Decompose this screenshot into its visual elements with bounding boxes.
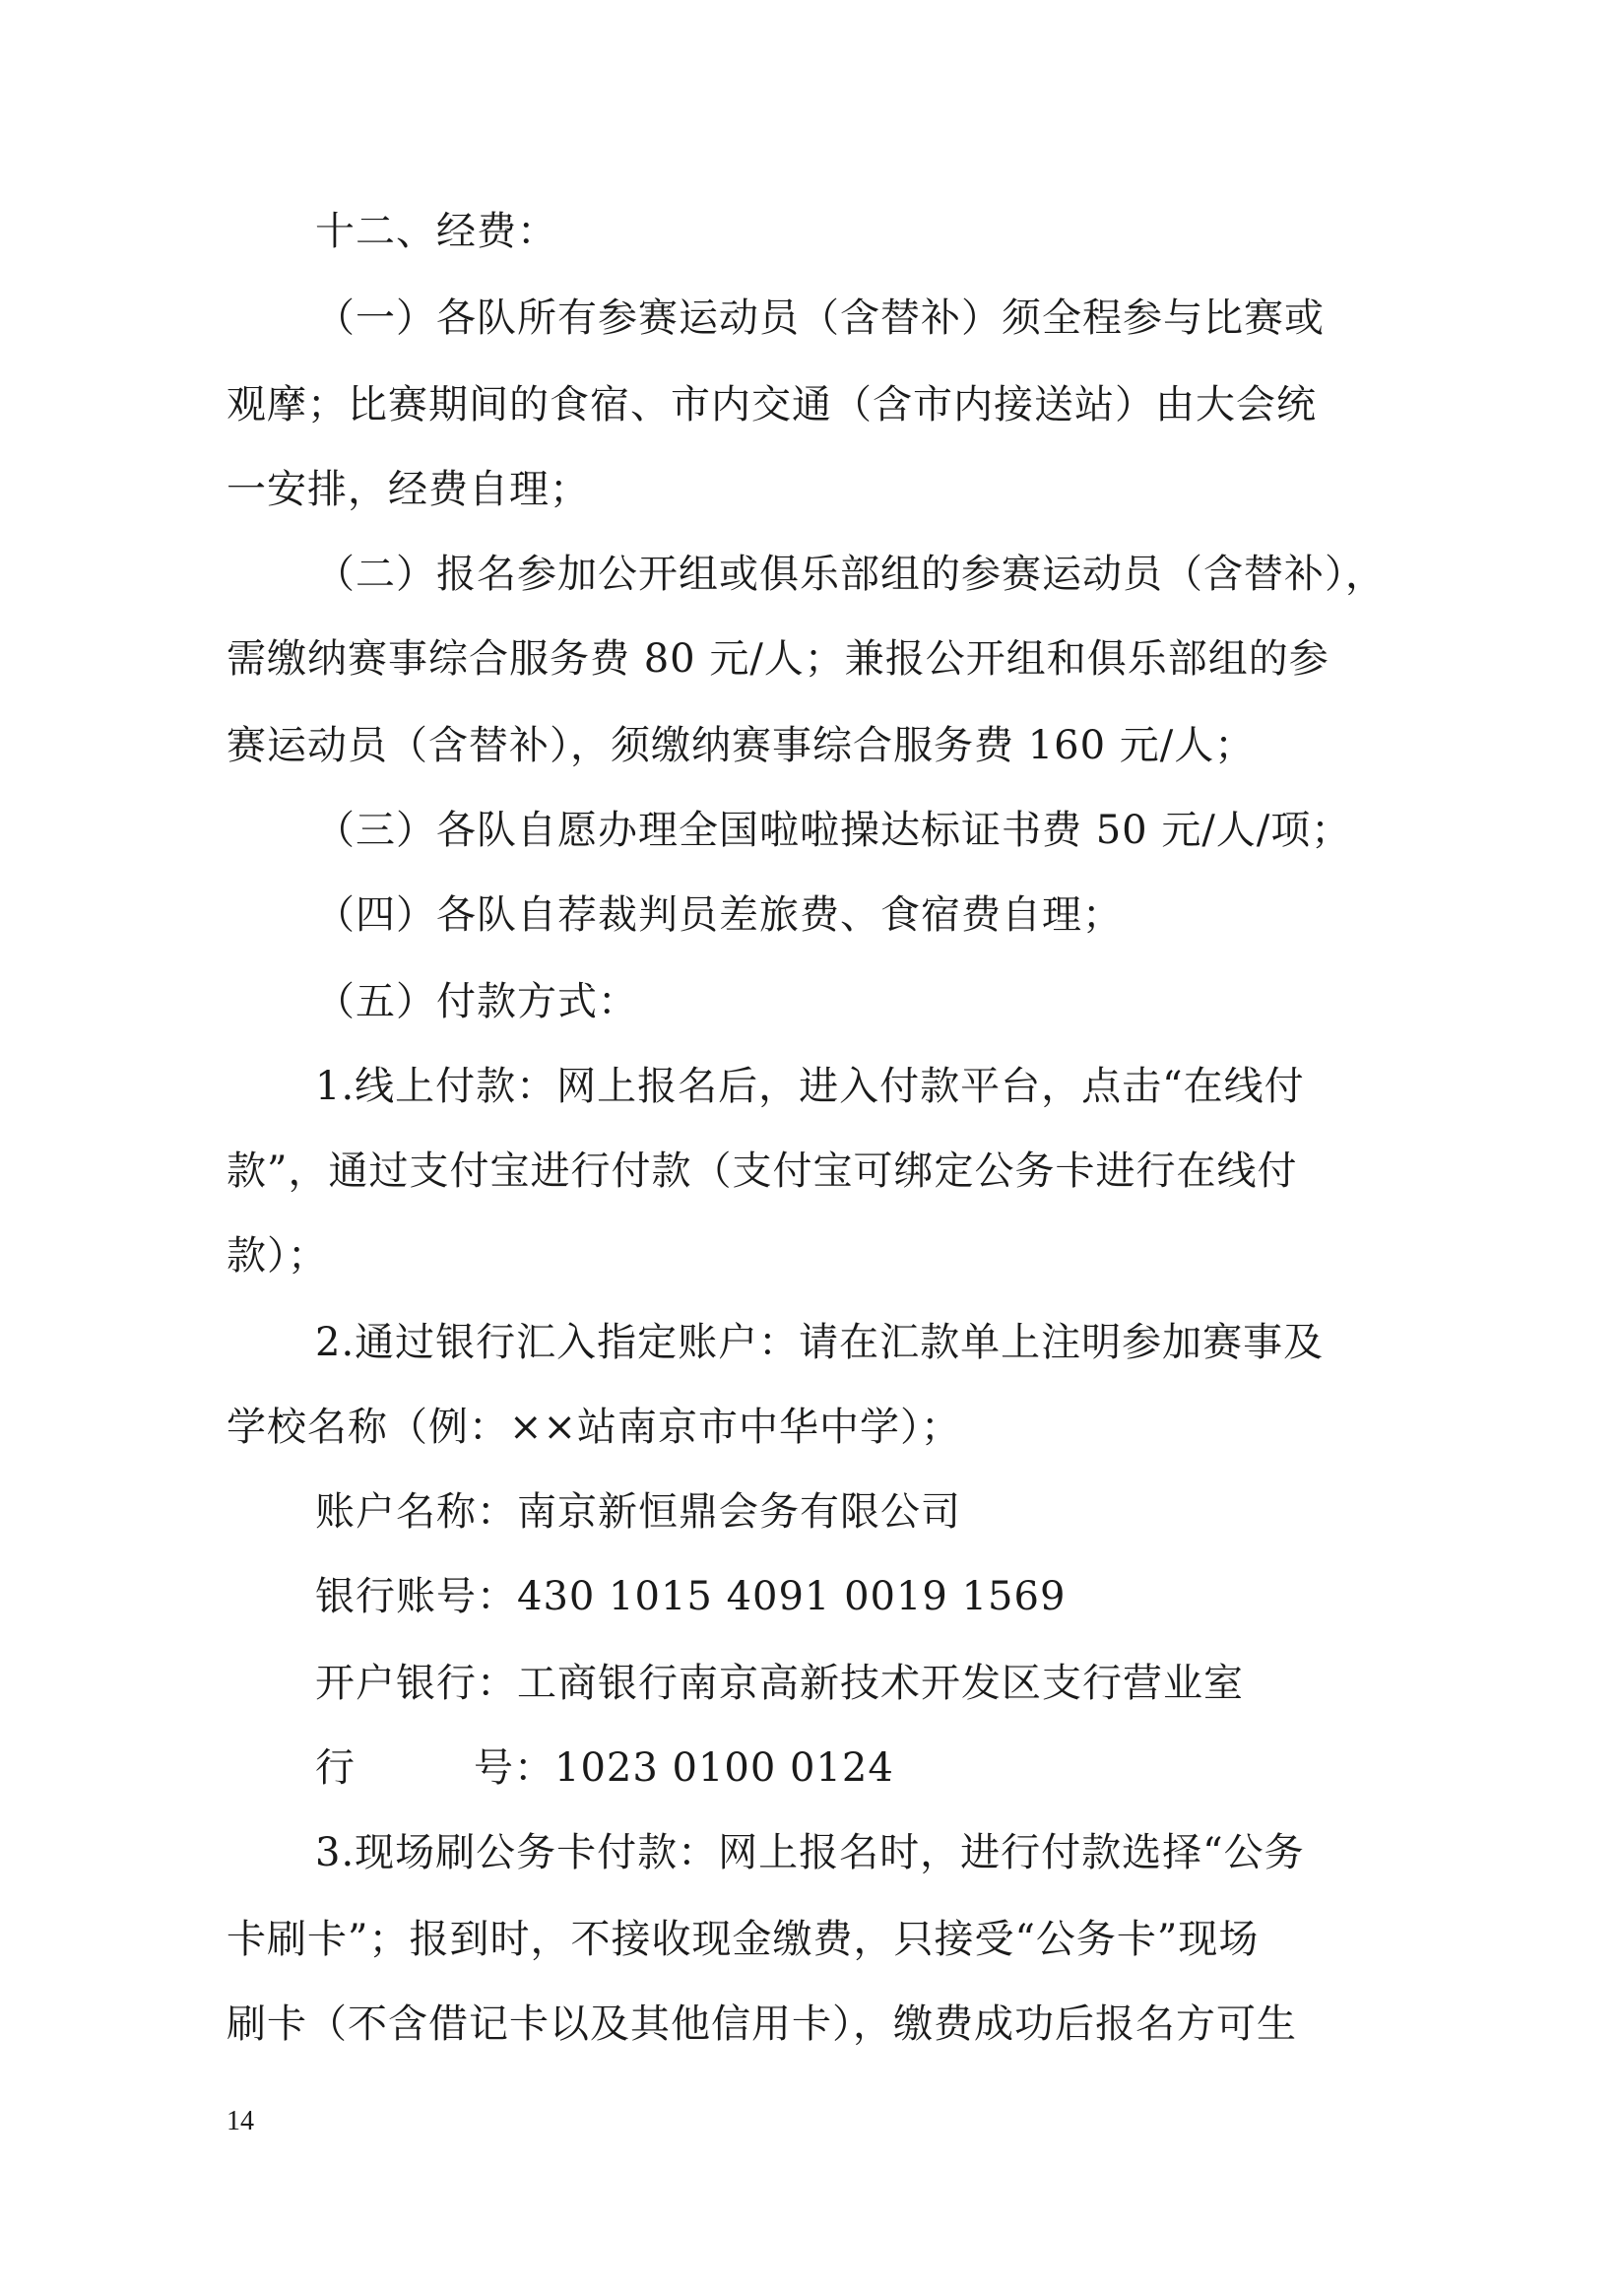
section-heading: 十二、经费：	[315, 209, 557, 254]
online-payment-line3: 款）；	[227, 1233, 328, 1279]
bank-transfer-line1: 2.通过银行汇入指定账户：请在汇款单上注明参加赛事及	[315, 1320, 1325, 1365]
card-payment-line2: 卡刷卡”；报到时，不接收现金缴费，只接受“公务卡”现场	[227, 1917, 1260, 1962]
card-payment-line1: 3.现场刷公务卡付款：网上报名时，进行付款选择“公务	[315, 1830, 1305, 1875]
account-name: 账户名称：南京新恒鼎会务有限公司	[315, 1489, 961, 1535]
online-payment-line1: 1.线上付款：网上报名后，进入付款平台，点击“在线付	[315, 1064, 1305, 1109]
online-payment-line2: 款”，通过支付宝进行付款（支付宝可绑定公务卡进行在线付	[227, 1148, 1298, 1194]
branch-label-start: 行	[315, 1745, 356, 1791]
item1-line1: （一）各队所有参赛运动员（含替补）须全程参与比赛或	[315, 295, 1325, 341]
item1-line2: 观摩；比赛期间的食宿、市内交通（含市内接送站）由大会统	[227, 382, 1317, 427]
item1-line3: 一安排，经费自理；	[227, 467, 590, 512]
item2-line2: 需缴纳赛事综合服务费 80 元/人；兼报公开组和俱乐部组的参	[227, 636, 1329, 682]
branch-label-end: 号：1023 0100 0124	[474, 1745, 894, 1791]
item2-line1: （二）报名参加公开组或俱乐部组的参赛运动员（含替补），	[315, 552, 1386, 597]
card-payment-line3: 刷卡（不含借记卡以及其他信用卡），缴费成功后报名方可生	[227, 2001, 1297, 2047]
page-number: 14	[227, 2106, 254, 2136]
item3-line: （三）各队自愿办理全国啦啦操达标证书费 50 元/人/项；	[315, 808, 1352, 853]
item4-line: （四）各队自荐裁判员差旅费、食宿费自理；	[315, 892, 1123, 938]
account-number: 银行账号：430 1015 4091 0019 1569	[315, 1574, 1067, 1619]
item5-line: （五）付款方式：	[315, 979, 638, 1024]
branch-number	[315, 1745, 1497, 1791]
bank-name: 开户银行：工商银行南京高新技术开发区支行营业室	[315, 1661, 1244, 1706]
item2-line3: 赛运动员（含替补），须缴纳赛事综合服务费 160 元/人；	[227, 723, 1256, 768]
bank-transfer-line2: 学校名称（例：××站南京市中华中学）；	[227, 1405, 962, 1450]
